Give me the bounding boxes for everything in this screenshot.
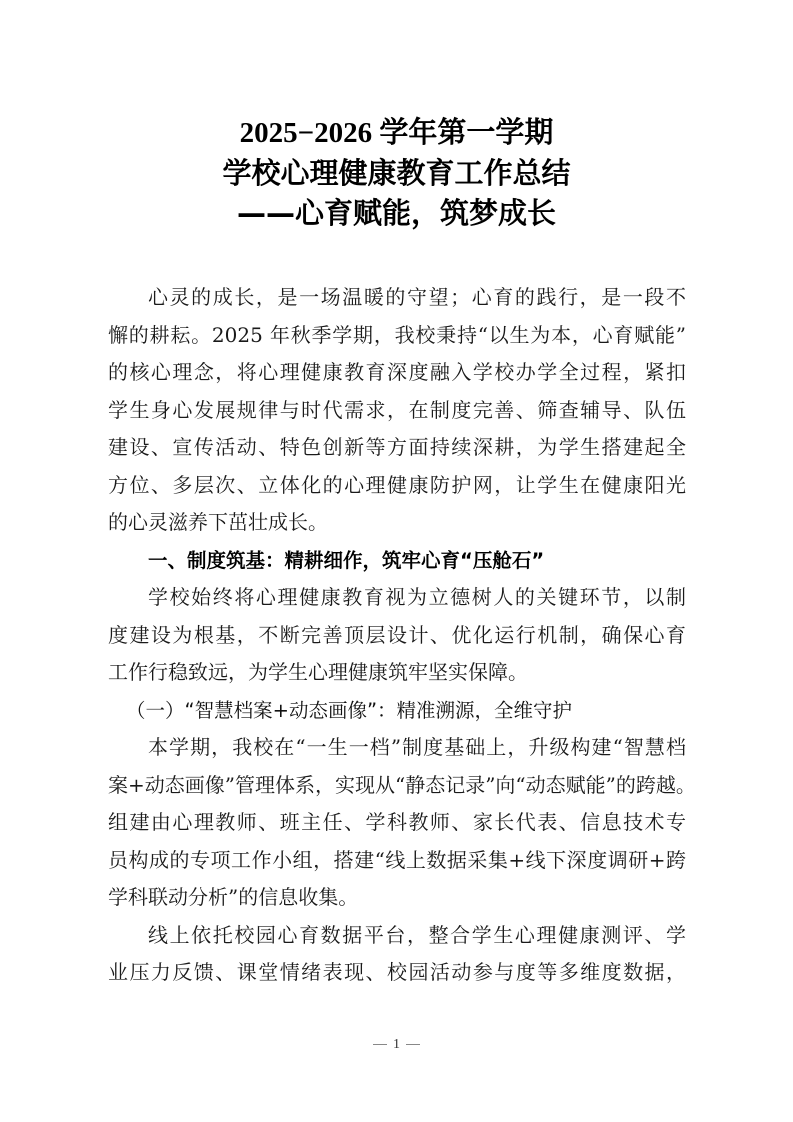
section-1-paragraph [108, 579, 686, 692]
intro-paragraph [108, 279, 686, 542]
title-line-term: 2025−2026 学年第一学期 [239, 117, 554, 149]
text-line: 案+动态画像”管理体系，实现从“静态记录”向“动态赋能”的跨越。 [108, 772, 696, 797]
text-line: 工作行稳致远，为学生心理健康筑牢坚实保障。 [108, 660, 528, 684]
text-line: 建设、宣传活动、特色创新等方面持续深耕，为学生搭建起全 [108, 435, 686, 459]
title-line-subtitle: ——心育赋能，筑梦成长 [236, 196, 556, 230]
text-line: 方位、多层次、立体化的心理健康防护网，让学生在健康阳光 [108, 472, 686, 497]
text-line: 线上依托校园心育数据平台，整合学生心理健康测评、学 [148, 922, 686, 947]
text-line: 学科联动分析”的信息收集。 [108, 885, 359, 909]
subsection-heading-1: （一）“智慧档案+动态画像”：精准溯源，全维守护 [126, 698, 573, 722]
text-line: 的核心理念，将心理健康教育深度融入学校办学全过程，紧扣 [108, 360, 686, 384]
text-line: 员构成的专项工作小组，搭建“线上数据采集+线下深度调研+跨 [108, 847, 686, 872]
text-line: 组建由心理教师、班主任、学科教师、家长代表、信息技术专 [108, 810, 686, 834]
text-line: 业压力反馈、课堂情绪表现、校园活动参与度等多维度数据， [108, 960, 686, 984]
title-line-main: 学校心理健康教育工作总结 [222, 156, 571, 190]
text-line: 心灵的成长，是一场温暖的守望；心育的践行，是一段不 [148, 285, 686, 309]
text-line: 学生身心发展规律与时代需求，在制度完善、筛查辅导、队伍 [108, 397, 686, 422]
section-heading-1: 一、制度筑基：精耕细作，筑牢心育“压舱石” [148, 548, 545, 572]
footer-dash-left [373, 1044, 387, 1045]
subsection-1-paragraph-2 [108, 917, 686, 992]
document-title [0, 113, 793, 233]
text-line: 度建设为根基，不断完善顶层设计、优化运行机制，确保心育 [108, 622, 686, 647]
document-body [108, 279, 696, 992]
page-footer [0, 1037, 793, 1053]
text-line: 学校始终将心理健康教育视为立德树人的关键环节，以制 [148, 585, 686, 609]
subsection-1-paragraph-1 [108, 729, 696, 917]
text-line: 的心灵滋养下茁壮成长。 [108, 510, 328, 534]
footer-dash-right [406, 1044, 420, 1045]
text-line: 懈的耕耘。2025 年秋季学期，我校秉持“以生为本，心育赋能” [108, 322, 686, 347]
page-number: 1 [393, 1037, 400, 1052]
text-line: 本学期，我校在“一生一档”制度基础上，升级构建“智慧档 [148, 735, 686, 759]
